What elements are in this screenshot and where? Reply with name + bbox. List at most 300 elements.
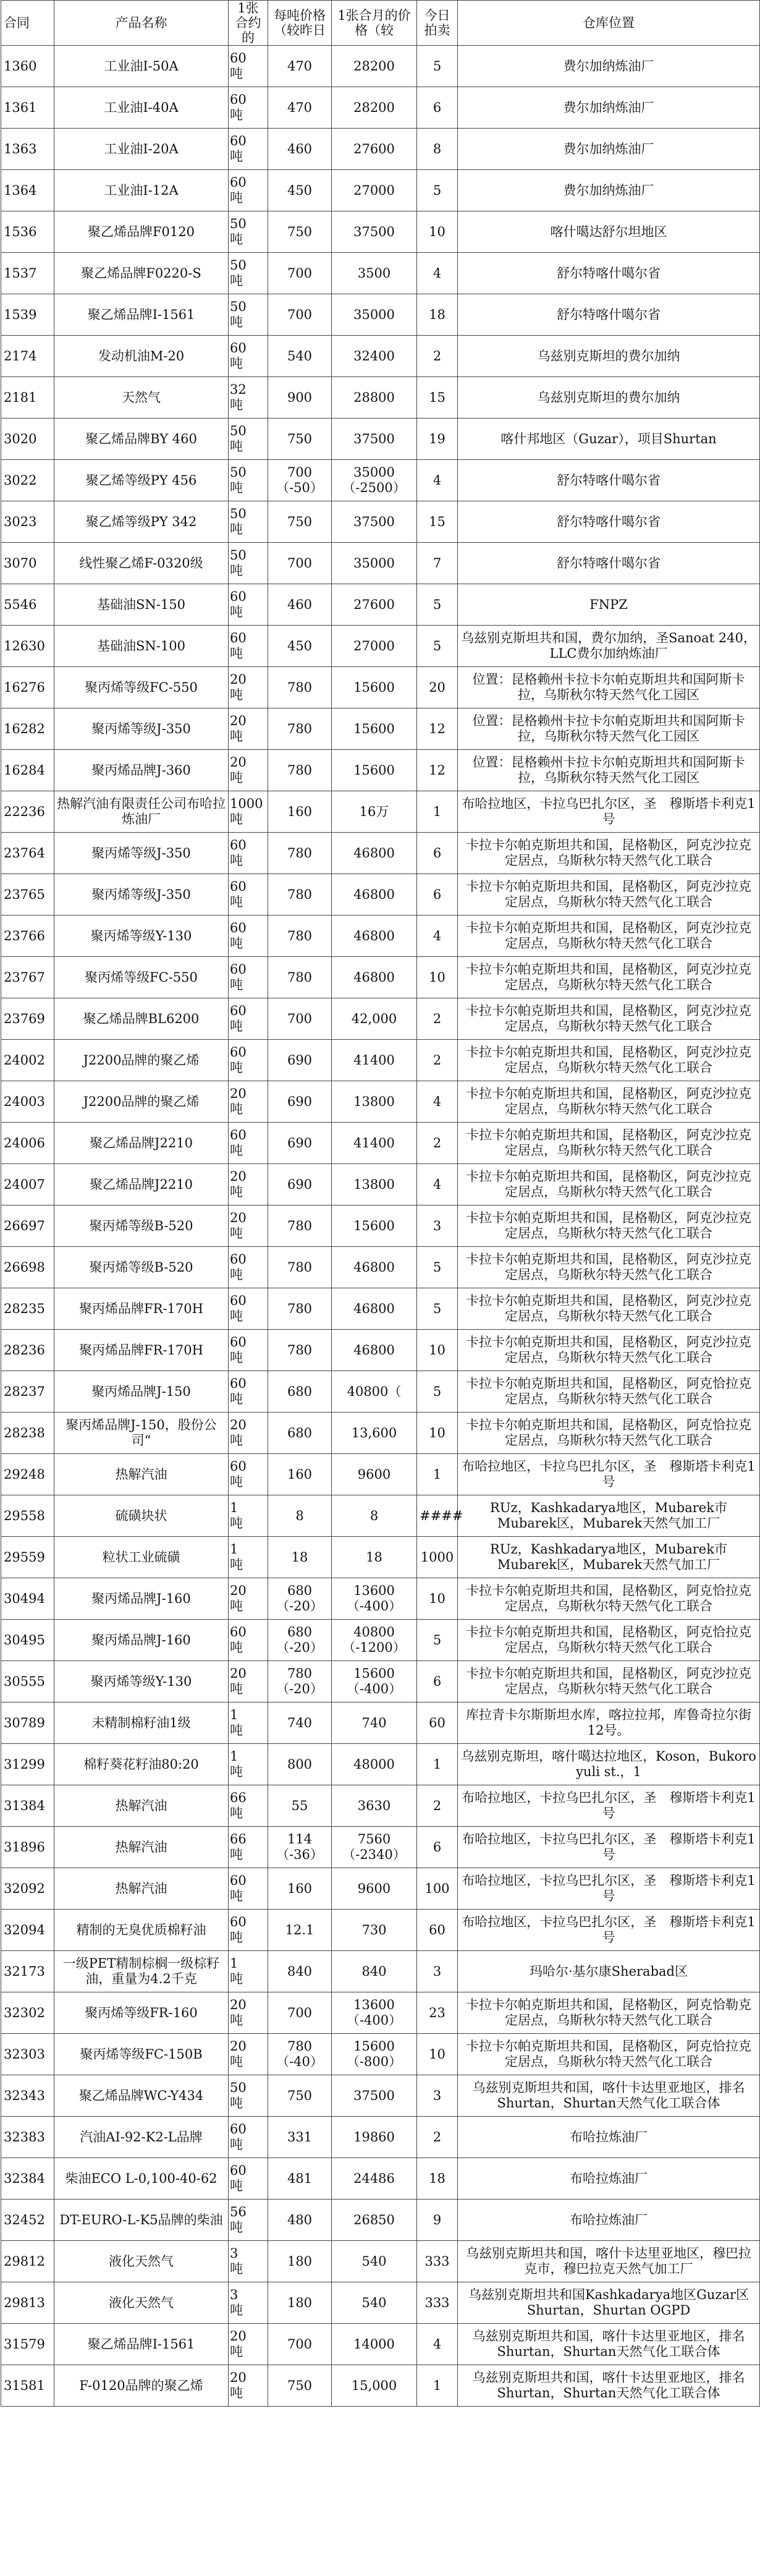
table-row: [1, 1702, 760, 1744]
contract-id-cell: 1361: [1, 87, 54, 129]
unit-label: 吨: [230, 1060, 243, 1075]
contract-id-cell: 32452: [1, 2200, 54, 2241]
product-name-cell: 聚丙烯等级B-520: [54, 1247, 229, 1288]
unit-cell: [229, 1951, 268, 1992]
lots-today-cell: 9: [417, 2200, 458, 2241]
price-per-ton-cell: 700: [268, 998, 332, 1040]
contract-id-cell: 16282: [1, 708, 54, 750]
unit-quantity: 60: [230, 175, 247, 190]
unit-cell: [229, 1247, 268, 1288]
price-per-lot-cell: 13600（-400）: [332, 1578, 417, 1620]
unit-cell: [229, 2241, 268, 2282]
warehouse-cell: 乌兹别克斯坦共和国Kashkadarya地区Guzar区 Shurtan，Shurtan OGPD: [458, 2282, 760, 2324]
unit-cell: [229, 1413, 268, 1454]
contract-id-cell: 28238: [1, 1413, 54, 1454]
price-per-ton-cell: 8: [268, 1495, 332, 1537]
unit-quantity: 60: [230, 589, 247, 604]
table-row: [1, 998, 760, 1040]
unit-cell: [229, 833, 268, 874]
price-per-ton-cell: 680: [268, 1371, 332, 1413]
warehouse-cell: 卡拉卡尔帕克斯坦共和国，昆格勒区，阿克沙拉克定居点，乌斯秋尔特天然气化工联合: [458, 1661, 760, 1702]
price-per-lot-cell: 41400: [332, 1123, 417, 1164]
contract-id-cell: 32094: [1, 1910, 54, 1951]
price-per-ton-cell: 114（-36）: [268, 1827, 332, 1868]
warehouse-cell: 库拉青卡尔斯斯坦水库，喀拉拉邦，库鲁奇拉尔街12号。: [458, 1702, 760, 1744]
price-per-lot-cell: 16万: [332, 791, 417, 833]
contract-id-cell: 32384: [1, 2158, 54, 2200]
contract-id-cell: 29812: [1, 2241, 54, 2282]
product-name-cell: 工业油I-50A: [54, 46, 229, 87]
lots-today-cell: 6: [417, 1661, 458, 1702]
table-row: [1, 2241, 760, 2282]
header-warehouse: 仓库位置: [458, 1, 760, 46]
contract-id-cell: 23764: [1, 833, 54, 874]
lots-today-cell: 1: [417, 1744, 458, 1785]
price-per-ton-cell: 180: [268, 2282, 332, 2324]
table-row: [1, 1661, 760, 1702]
contract-id-cell: 1537: [1, 253, 54, 294]
warehouse-cell: 乌兹别克斯坦共和国，喀什卡达里亚地区，排名 Shurtan，Shurtan天然气化工联合体: [458, 2075, 760, 2117]
unit-quantity: 50: [230, 423, 247, 438]
table-row: [1, 708, 760, 750]
price-per-ton-cell: 780: [268, 708, 332, 750]
price-per-ton-cell: 740: [268, 1702, 332, 1744]
contract-id-cell: 28237: [1, 1371, 54, 1413]
product-name-cell: 聚丙烯等级J-350: [54, 708, 229, 750]
unit-cell: [229, 377, 268, 419]
unit-cell: [229, 1537, 268, 1578]
contract-id-cell: 32383: [1, 2117, 54, 2158]
product-name-cell: 柴油ECO L-0,100-40-62: [54, 2158, 229, 2200]
product-name-cell: 热解汽油: [54, 1454, 229, 1495]
contract-id-cell: 28235: [1, 1288, 54, 1330]
price-per-lot-cell: 37500: [332, 419, 417, 460]
table-row: [1, 1495, 760, 1537]
warehouse-cell: 布哈拉地区，卡拉乌巴扎尔区，圣 穆斯塔卡利克1号: [458, 791, 760, 833]
price-per-ton-cell: 780: [268, 874, 332, 916]
table-row: [1, 2075, 760, 2117]
unit-cell: [229, 916, 268, 957]
price-per-ton-cell: 12.1: [268, 1910, 332, 1951]
lots-today-cell: 12: [417, 708, 458, 750]
price-per-lot-cell: 37500: [332, 501, 417, 543]
unit-label: 吨: [230, 315, 243, 329]
product-name-cell: 液化天然气: [54, 2241, 229, 2282]
unit-quantity: 60: [230, 1293, 247, 1308]
warehouse-cell: 喀什邦地区（Guzar），项目Shurtan: [458, 419, 760, 460]
lots-today-cell: 2: [417, 1785, 458, 1827]
unit-quantity: 20: [230, 1997, 247, 2012]
unit-label: 吨: [230, 190, 243, 205]
warehouse-cell: 布哈拉地区，卡拉乌巴扎尔区，圣 穆斯塔卡利克1号: [458, 1868, 760, 1910]
price-per-ton-cell: 481: [268, 2158, 332, 2200]
product-name-cell: 硫磺块状: [54, 1495, 229, 1537]
unit-label: 吨: [230, 605, 243, 619]
warehouse-cell: 乌兹别克斯坦共和国，喀什卡达里亚地区，排名 Shurtan，Shurtan天然气化工联合体: [458, 2365, 760, 2407]
table-row: [1, 916, 760, 957]
lots-today-cell: 60: [417, 1910, 458, 1951]
lots-today-cell: 2: [417, 2117, 458, 2158]
unit-label: 吨: [230, 687, 243, 702]
table-row: [1, 1081, 760, 1123]
unit-quantity: 20: [230, 1086, 247, 1101]
lots-today-cell: 5: [417, 626, 458, 667]
warehouse-cell: 卡拉卡尔帕克斯坦共和国，昆格勒区，阿克沙拉克定居点，乌斯秋尔特天然气化工联合: [458, 1040, 760, 1081]
price-per-ton-cell: 540: [268, 336, 332, 377]
product-name-cell: 聚丙烯等级FC-150B: [54, 2034, 229, 2075]
table-row: [1, 791, 760, 833]
product-name-cell: 液化天然气: [54, 2282, 229, 2324]
unit-cell: [229, 584, 268, 626]
unit-cell: [229, 874, 268, 916]
unit-label: 吨: [230, 232, 243, 247]
lots-today-cell: 1000: [417, 1537, 458, 1578]
unit-label: 吨: [230, 977, 243, 992]
product-name-cell: F-0120品牌的聚乙烯: [54, 2365, 229, 2407]
contract-id-cell: 22236: [1, 791, 54, 833]
unit-quantity: 20: [230, 2039, 247, 2054]
contract-id-cell: 23766: [1, 916, 54, 957]
price-per-lot-cell: 28200: [332, 46, 417, 87]
product-name-cell: 热解汽油: [54, 1785, 229, 1827]
lots-today-cell: 6: [417, 87, 458, 129]
contract-id-cell: 24006: [1, 1123, 54, 1164]
price-per-lot-cell: 15600: [332, 750, 417, 791]
contract-id-cell: 31579: [1, 2324, 54, 2365]
price-per-ton-cell: 460: [268, 584, 332, 626]
unit-quantity: 50: [230, 465, 247, 480]
warehouse-cell: 布哈拉地区，卡拉乌巴扎尔区，圣 穆斯塔卡利克1号: [458, 1454, 760, 1495]
product-name-cell: 聚丙烯等级J-350: [54, 874, 229, 916]
product-name-cell: 一级PET精制棕榈一级棕籽油，重量为4.2千克: [54, 1951, 229, 1992]
product-name-cell: 聚丙烯品牌J-160: [54, 1578, 229, 1620]
unit-label: 吨: [230, 2137, 243, 2152]
contract-id-cell: 29248: [1, 1454, 54, 1495]
price-per-ton-cell: 700: [268, 294, 332, 336]
unit-label: 吨: [230, 1433, 243, 1448]
price-per-lot-cell: 540: [332, 2241, 417, 2282]
table-row: [1, 543, 760, 584]
warehouse-cell: 乌兹别克斯坦共和国，喀什卡达里亚地区，穆巴拉克市，穆巴拉克天然气加工厂: [458, 2241, 760, 2282]
price-per-lot-cell: 3500: [332, 253, 417, 294]
unit-cell: [229, 1578, 268, 1620]
lots-today-cell: 333: [417, 2241, 458, 2282]
product-name-cell: 棉籽葵花籽油80:20: [54, 1744, 229, 1785]
lots-today-cell: 2: [417, 336, 458, 377]
unit-label: 吨: [230, 108, 243, 122]
product-name-cell: 工业油I-40A: [54, 87, 229, 129]
unit-quantity: 50: [230, 2080, 247, 2095]
unit-label: 吨: [230, 853, 243, 868]
contract-id-cell: 1364: [1, 170, 54, 211]
price-per-ton-cell: 780: [268, 1288, 332, 1330]
unit-cell: [229, 336, 268, 377]
unit-cell: [229, 2365, 268, 2407]
warehouse-cell: 乌兹别克斯坦共和国，喀什卡达里亚地区，排名 Shurtan，Shurtan天然气化工联合体: [458, 2324, 760, 2365]
unit-quantity: 50: [230, 506, 247, 521]
unit-quantity: 20: [230, 713, 247, 728]
lots-today-cell: 5: [417, 584, 458, 626]
price-per-lot-cell: 15,000: [332, 2365, 417, 2407]
table-row: [1, 1537, 760, 1578]
lots-today-cell: 6: [417, 874, 458, 916]
price-per-ton-cell: 480: [268, 2200, 332, 2241]
table-row: [1, 1992, 760, 2034]
contract-id-cell: 30555: [1, 1661, 54, 1702]
price-per-ton-cell: 690: [268, 1081, 332, 1123]
price-per-ton-cell: 780: [268, 750, 332, 791]
lots-today-cell: 6: [417, 833, 458, 874]
lots-today-cell: 5: [417, 1620, 458, 1661]
product-name-cell: 基础油SN-100: [54, 626, 229, 667]
warehouse-cell: 卡拉卡尔帕克斯坦共和国，昆格勒区，阿克恰拉克定居点，乌斯秋尔特天然气化工联合: [458, 1578, 760, 1620]
price-per-ton-cell: 160: [268, 1454, 332, 1495]
contract-id-cell: 28236: [1, 1330, 54, 1371]
warehouse-cell: 费尔加纳炼油厂: [458, 170, 760, 211]
price-per-lot-cell: 13600（-400）: [332, 1992, 417, 2034]
unit-cell: [229, 2075, 268, 2117]
warehouse-cell: 卡拉卡尔帕克斯坦共和国，昆格勒区，阿克沙拉克定居点，乌斯秋尔特天然气化工联合: [458, 833, 760, 874]
lots-today-cell: 5: [417, 1371, 458, 1413]
lots-today-cell: 7: [417, 543, 458, 584]
table-row: [1, 2324, 760, 2365]
unit-label: 吨: [230, 2096, 243, 2111]
unit-cell: [229, 1205, 268, 1247]
product-name-cell: 聚乙烯等级PY 342: [54, 501, 229, 543]
product-name-cell: 天然气: [54, 377, 229, 419]
warehouse-cell: 乌兹别克斯坦的费尔加纳: [458, 336, 760, 377]
unit-cell: [229, 1620, 268, 1661]
price-per-lot-cell: 9600: [332, 1868, 417, 1910]
price-per-ton-cell: 840: [268, 1951, 332, 1992]
unit-cell: [229, 998, 268, 1040]
unit-quantity: 20: [230, 2329, 247, 2344]
product-name-cell: 汽油AI-92-K2-L品牌: [54, 2117, 229, 2158]
table-row: [1, 1205, 760, 1247]
price-per-lot-cell: 9600: [332, 1454, 417, 1495]
unit-label: 吨: [230, 2220, 243, 2235]
table-row: [1, 1164, 760, 1205]
table-row: [1, 46, 760, 87]
table-row: [1, 2034, 760, 2075]
table-row: [1, 2158, 760, 2200]
unit-quantity: 60: [230, 1128, 247, 1142]
price-per-lot-cell: 42,000: [332, 998, 417, 1040]
unit-quantity: 60: [230, 1873, 247, 1888]
warehouse-cell: 布哈拉炼油厂: [458, 2200, 760, 2241]
price-per-lot-cell: 15600: [332, 667, 417, 708]
contract-id-cell: 30494: [1, 1578, 54, 1620]
warehouse-cell: 卡拉卡尔帕克斯坦共和国，昆格勒区，阿克沙拉克定居点，乌斯秋尔特天然气化工联合: [458, 998, 760, 1040]
table-row: [1, 211, 760, 253]
price-per-lot-cell: 19860: [332, 2117, 417, 2158]
price-per-lot-cell: 14000: [332, 2324, 417, 2365]
unit-label: 吨: [230, 1102, 243, 1116]
product-name-cell: 工业油I-12A: [54, 170, 229, 211]
warehouse-cell: 布哈拉地区，卡拉乌巴扎尔区，圣 穆斯塔卡利克1号: [458, 1827, 760, 1868]
contract-id-cell: 3022: [1, 460, 54, 501]
lots-today-cell: 23: [417, 1992, 458, 2034]
unit-quantity: 60: [230, 879, 247, 894]
warehouse-cell: 布哈拉炼油厂: [458, 2117, 760, 2158]
contract-id-cell: 32343: [1, 2075, 54, 2117]
unit-cell: [229, 791, 268, 833]
contract-id-cell: 23769: [1, 998, 54, 1040]
table-row: [1, 2365, 760, 2407]
unit-quantity: 66: [230, 1790, 247, 1805]
unit-cell: [229, 1330, 268, 1371]
unit-label: 吨: [230, 2179, 243, 2193]
unit-cell: [229, 460, 268, 501]
product-name-cell: 聚丙烯等级FC-550: [54, 957, 229, 998]
price-per-ton-cell: 780: [268, 1205, 332, 1247]
contract-id-cell: 3070: [1, 543, 54, 584]
contract-id-cell: 29558: [1, 1495, 54, 1537]
price-per-lot-cell: 740: [332, 1702, 417, 1744]
table-row: [1, 833, 760, 874]
table-row: [1, 1785, 760, 1827]
price-per-ton-cell: 700（-50）: [268, 460, 332, 501]
unit-label: 吨: [230, 1971, 243, 1986]
lots-today-cell: 10: [417, 211, 458, 253]
contract-id-cell: 31384: [1, 1785, 54, 1827]
contract-id-cell: 30789: [1, 1702, 54, 1744]
product-name-cell: 聚丙烯等级Y-130: [54, 1661, 229, 1702]
table-row: [1, 874, 760, 916]
unit-quantity: 1: [230, 1500, 239, 1515]
unit-label: 吨: [230, 1640, 243, 1655]
price-per-lot-cell: 13,600: [332, 1413, 417, 1454]
unit-quantity: 1: [230, 1707, 239, 1722]
unit-label: 吨: [230, 1847, 243, 1862]
unit-cell: [229, 1744, 268, 1785]
price-per-ton-cell: 680（-20）: [268, 1578, 332, 1620]
unit-quantity: 3: [230, 2246, 239, 2261]
lots-today-cell: 1: [417, 1454, 458, 1495]
product-name-cell: 聚乙烯等级PY 456: [54, 460, 229, 501]
product-name-cell: 聚丙烯等级FC-550: [54, 667, 229, 708]
lots-today-cell: 3: [417, 1951, 458, 1992]
price-per-ton-cell: 680（-20）: [268, 1620, 332, 1661]
unit-cell: [229, 1661, 268, 1702]
lots-today-cell: 4: [417, 1164, 458, 1205]
price-per-ton-cell: 180: [268, 2241, 332, 2282]
warehouse-cell: 卡拉卡尔帕克斯坦共和国，昆格勒区，阿克沙拉克定居点，乌斯秋尔特天然气化工联合: [458, 1330, 760, 1371]
unit-quantity: 60: [230, 1003, 247, 1018]
unit-label: 吨: [230, 1474, 243, 1489]
warehouse-cell: 卡拉卡尔帕克斯坦共和国，昆格勒区，阿克沙拉克定居点，乌斯秋尔特天然气化工联合: [458, 957, 760, 998]
price-per-lot-cell: 840: [332, 1951, 417, 1992]
contract-id-cell: 12630: [1, 626, 54, 667]
unit-quantity: 32: [230, 382, 247, 397]
price-per-lot-cell: 13800: [332, 1164, 417, 1205]
unit-quantity: 60: [230, 1459, 247, 1474]
unit-quantity: 60: [230, 341, 247, 355]
price-per-ton-cell: 780: [268, 957, 332, 998]
table-row: [1, 377, 760, 419]
price-per-lot-cell: 32400: [332, 336, 417, 377]
table-row: [1, 1330, 760, 1371]
unit-cell: [229, 211, 268, 253]
warehouse-cell: RUz，Kashkadarya地区，Mubarek市Mubarek区，Mubarek天然气加工厂: [458, 1495, 760, 1537]
unit-quantity: 60: [230, 1625, 247, 1639]
product-name-cell: J2200品牌的聚乙烯: [54, 1040, 229, 1081]
unit-cell: [229, 170, 268, 211]
warehouse-cell: 卡拉卡尔帕克斯坦共和国，昆格勒区，阿克恰勒克定居点，乌斯秋尔特天然气化工联合: [458, 1992, 760, 2034]
table-row: [1, 1620, 760, 1661]
warehouse-cell: 位置：昆格赖州卡拉卡尔帕克斯坦共和国阿斯卡拉，乌斯秋尔特天然气化工园区: [458, 667, 760, 708]
unit-label: 吨: [230, 397, 243, 412]
unit-quantity: 60: [230, 1376, 247, 1391]
unit-quantity: 1: [230, 1749, 239, 1764]
unit-label: 吨: [230, 2344, 243, 2359]
lots-today-cell: 4: [417, 916, 458, 957]
lots-today-cell: 10: [417, 1578, 458, 1620]
unit-label: 吨: [230, 1764, 243, 1779]
price-per-ton-cell: 750: [268, 419, 332, 460]
product-name-cell: 聚丙烯品牌FR-170H: [54, 1288, 229, 1330]
price-per-lot-cell: 15600: [332, 1205, 417, 1247]
header-product: 产品名称: [54, 1, 229, 46]
warehouse-cell: 卡拉卡尔帕克斯坦共和国，昆格勒区，阿克沙拉克定居点，乌斯秋尔特天然气化工联合: [458, 1164, 760, 1205]
warehouse-cell: 费尔加纳炼油厂: [458, 129, 760, 170]
unit-quantity: 60: [230, 838, 247, 852]
unit-quantity: 50: [230, 216, 247, 231]
auction-table: [1, 0, 760, 2407]
price-per-ton-cell: 700: [268, 543, 332, 584]
contract-id-cell: 23767: [1, 957, 54, 998]
table-row: [1, 294, 760, 336]
warehouse-cell: 位置：昆格赖州卡拉卡尔帕克斯坦共和国阿斯卡拉，乌斯秋尔特天然气化工园区: [458, 750, 760, 791]
table-row: [1, 1578, 760, 1620]
lots-today-cell: ####: [417, 1495, 458, 1537]
unit-label: 吨: [230, 149, 243, 164]
contract-id-cell: 1360: [1, 46, 54, 87]
table-row: [1, 750, 760, 791]
product-name-cell: 聚乙烯品牌J2210: [54, 1123, 229, 1164]
header-contract: 合同: [1, 1, 54, 46]
lots-today-cell: 3: [417, 1205, 458, 1247]
unit-label: 吨: [230, 1889, 243, 1903]
price-per-lot-cell: 27600: [332, 584, 417, 626]
price-per-lot-cell: 28800: [332, 377, 417, 419]
unit-cell: [229, 501, 268, 543]
lots-today-cell: 4: [417, 1081, 458, 1123]
unit-cell: [229, 129, 268, 170]
price-per-lot-cell: 35000: [332, 543, 417, 584]
lots-today-cell: 10: [417, 1413, 458, 1454]
unit-quantity: 60: [230, 962, 247, 977]
unit-cell: [229, 1702, 268, 1744]
table-row: [1, 667, 760, 708]
unit-quantity: 20: [230, 2370, 247, 2385]
header-price-per-lot: 1张合月的价格（较: [332, 1, 417, 46]
product-name-cell: 发动机油M-20: [54, 336, 229, 377]
contract-id-cell: 3020: [1, 419, 54, 460]
warehouse-cell: 卡拉卡尔帕克斯坦共和国，昆格勒区，阿克沙拉克定居点，乌斯秋尔特天然气化工联合: [458, 916, 760, 957]
product-name-cell: 热解汽油有限责任公司布哈拉炼油厂: [54, 791, 229, 833]
unit-cell: [229, 294, 268, 336]
unit-cell: [229, 2324, 268, 2365]
unit-cell: [229, 2282, 268, 2324]
unit-label: 吨: [230, 1930, 243, 1945]
unit-cell: [229, 87, 268, 129]
lots-today-cell: 60: [417, 1702, 458, 1744]
price-per-ton-cell: 470: [268, 87, 332, 129]
price-per-ton-cell: 750: [268, 2075, 332, 2117]
lots-today-cell: 19: [417, 419, 458, 460]
lots-today-cell: 1: [417, 791, 458, 833]
